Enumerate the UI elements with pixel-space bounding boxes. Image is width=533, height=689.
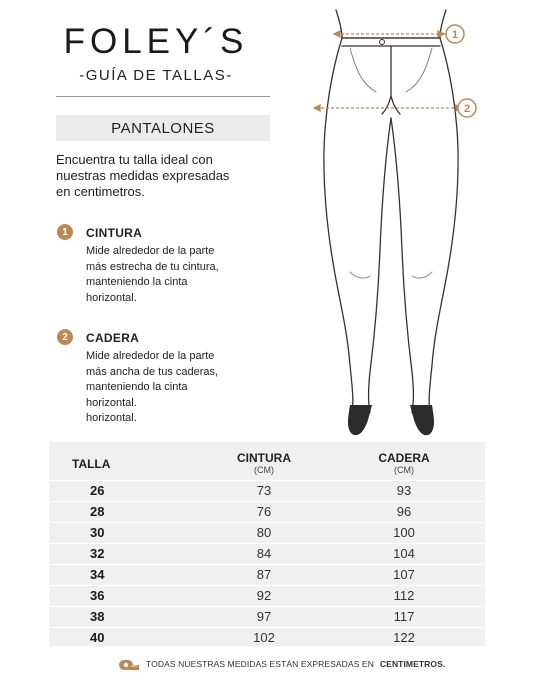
header-hip: CADERA [378, 451, 430, 465]
row-divider [49, 606, 485, 607]
hip-cell: 104 [393, 546, 415, 561]
row-divider [49, 585, 485, 586]
waist-cell: 76 [256, 504, 272, 519]
row-divider [49, 480, 485, 481]
table-row [49, 543, 485, 564]
header-waist: CINTURA [237, 451, 291, 465]
step-badge-2: 2 [57, 329, 73, 345]
marker-2-label: 2 [463, 103, 471, 115]
waist-cell: 102 [253, 630, 275, 645]
waist-cell: 73 [256, 483, 272, 498]
hip-cell: 122 [393, 630, 415, 645]
hip-cell: 112 [393, 588, 415, 603]
row-divider [49, 543, 485, 544]
size-cell: 34 [90, 567, 105, 582]
table-row [49, 606, 485, 627]
table-row [49, 585, 485, 606]
size-cell: 28 [90, 504, 105, 519]
measuring-tape-icon [118, 657, 140, 671]
intro-text: Encuentra tu talla ideal con nuestras medidas expresadas en centimetros. [56, 152, 230, 199]
size-cell: 38 [90, 609, 105, 624]
header-size: TALLA [72, 457, 111, 471]
size-cell: 32 [90, 546, 105, 561]
section-title: PANTALONES [56, 115, 270, 141]
header-waist-unit: (CM) [254, 465, 274, 475]
brand-logo: FOLEY´S [63, 22, 249, 61]
waist-cell: 80 [256, 525, 272, 540]
divider [56, 96, 270, 97]
row-divider [49, 627, 485, 628]
table-row [49, 564, 485, 585]
footer-bold: CENTIMETROS. [379, 659, 446, 669]
row-divider [49, 522, 485, 523]
table-row [49, 501, 485, 522]
hip-cell: 117 [393, 609, 415, 624]
marker-1-label: 1 [451, 29, 459, 41]
table-row [49, 522, 485, 543]
hip-cell: 107 [393, 567, 415, 582]
header-hip-unit: (CM) [394, 465, 414, 475]
size-cell: 40 [90, 630, 105, 645]
size-cell: 36 [90, 588, 105, 603]
waist-cell: 92 [256, 588, 272, 603]
size-cell: 26 [90, 483, 105, 498]
footer-note [118, 657, 448, 671]
measure-desc-hip: Mide alrededor de la parte más ancha de tus caderas, manteniendo la cinta horizontal. horizontal. [86, 350, 219, 424]
row-divider [49, 501, 485, 502]
waist-cell: 84 [256, 546, 272, 561]
table-row [49, 627, 485, 648]
hip-cell: 96 [396, 504, 412, 519]
page-subtitle: -GUÍA DE TALLAS- [79, 67, 233, 84]
hip-cell: 100 [393, 525, 415, 540]
table-row [49, 480, 485, 501]
measure-title-waist: CINTURA [86, 226, 143, 240]
pants-measurement-illustration [290, 0, 533, 440]
hip-cell: 93 [396, 483, 412, 498]
measure-desc-waist: Mide alrededor de la parte más estrecha de tu cintura, manteniendo la cinta horizontal. [86, 245, 219, 304]
waist-cell: 97 [256, 609, 272, 624]
footer-text: TODAS NUESTRAS MEDIDAS ESTÁN EXPRESADAS EN [146, 659, 374, 669]
waist-cell: 87 [256, 567, 272, 582]
size-cell: 30 [90, 525, 105, 540]
measure-title-hip: CADERA [86, 331, 140, 345]
row-divider [49, 564, 485, 565]
step-badge-1: 1 [57, 224, 73, 240]
